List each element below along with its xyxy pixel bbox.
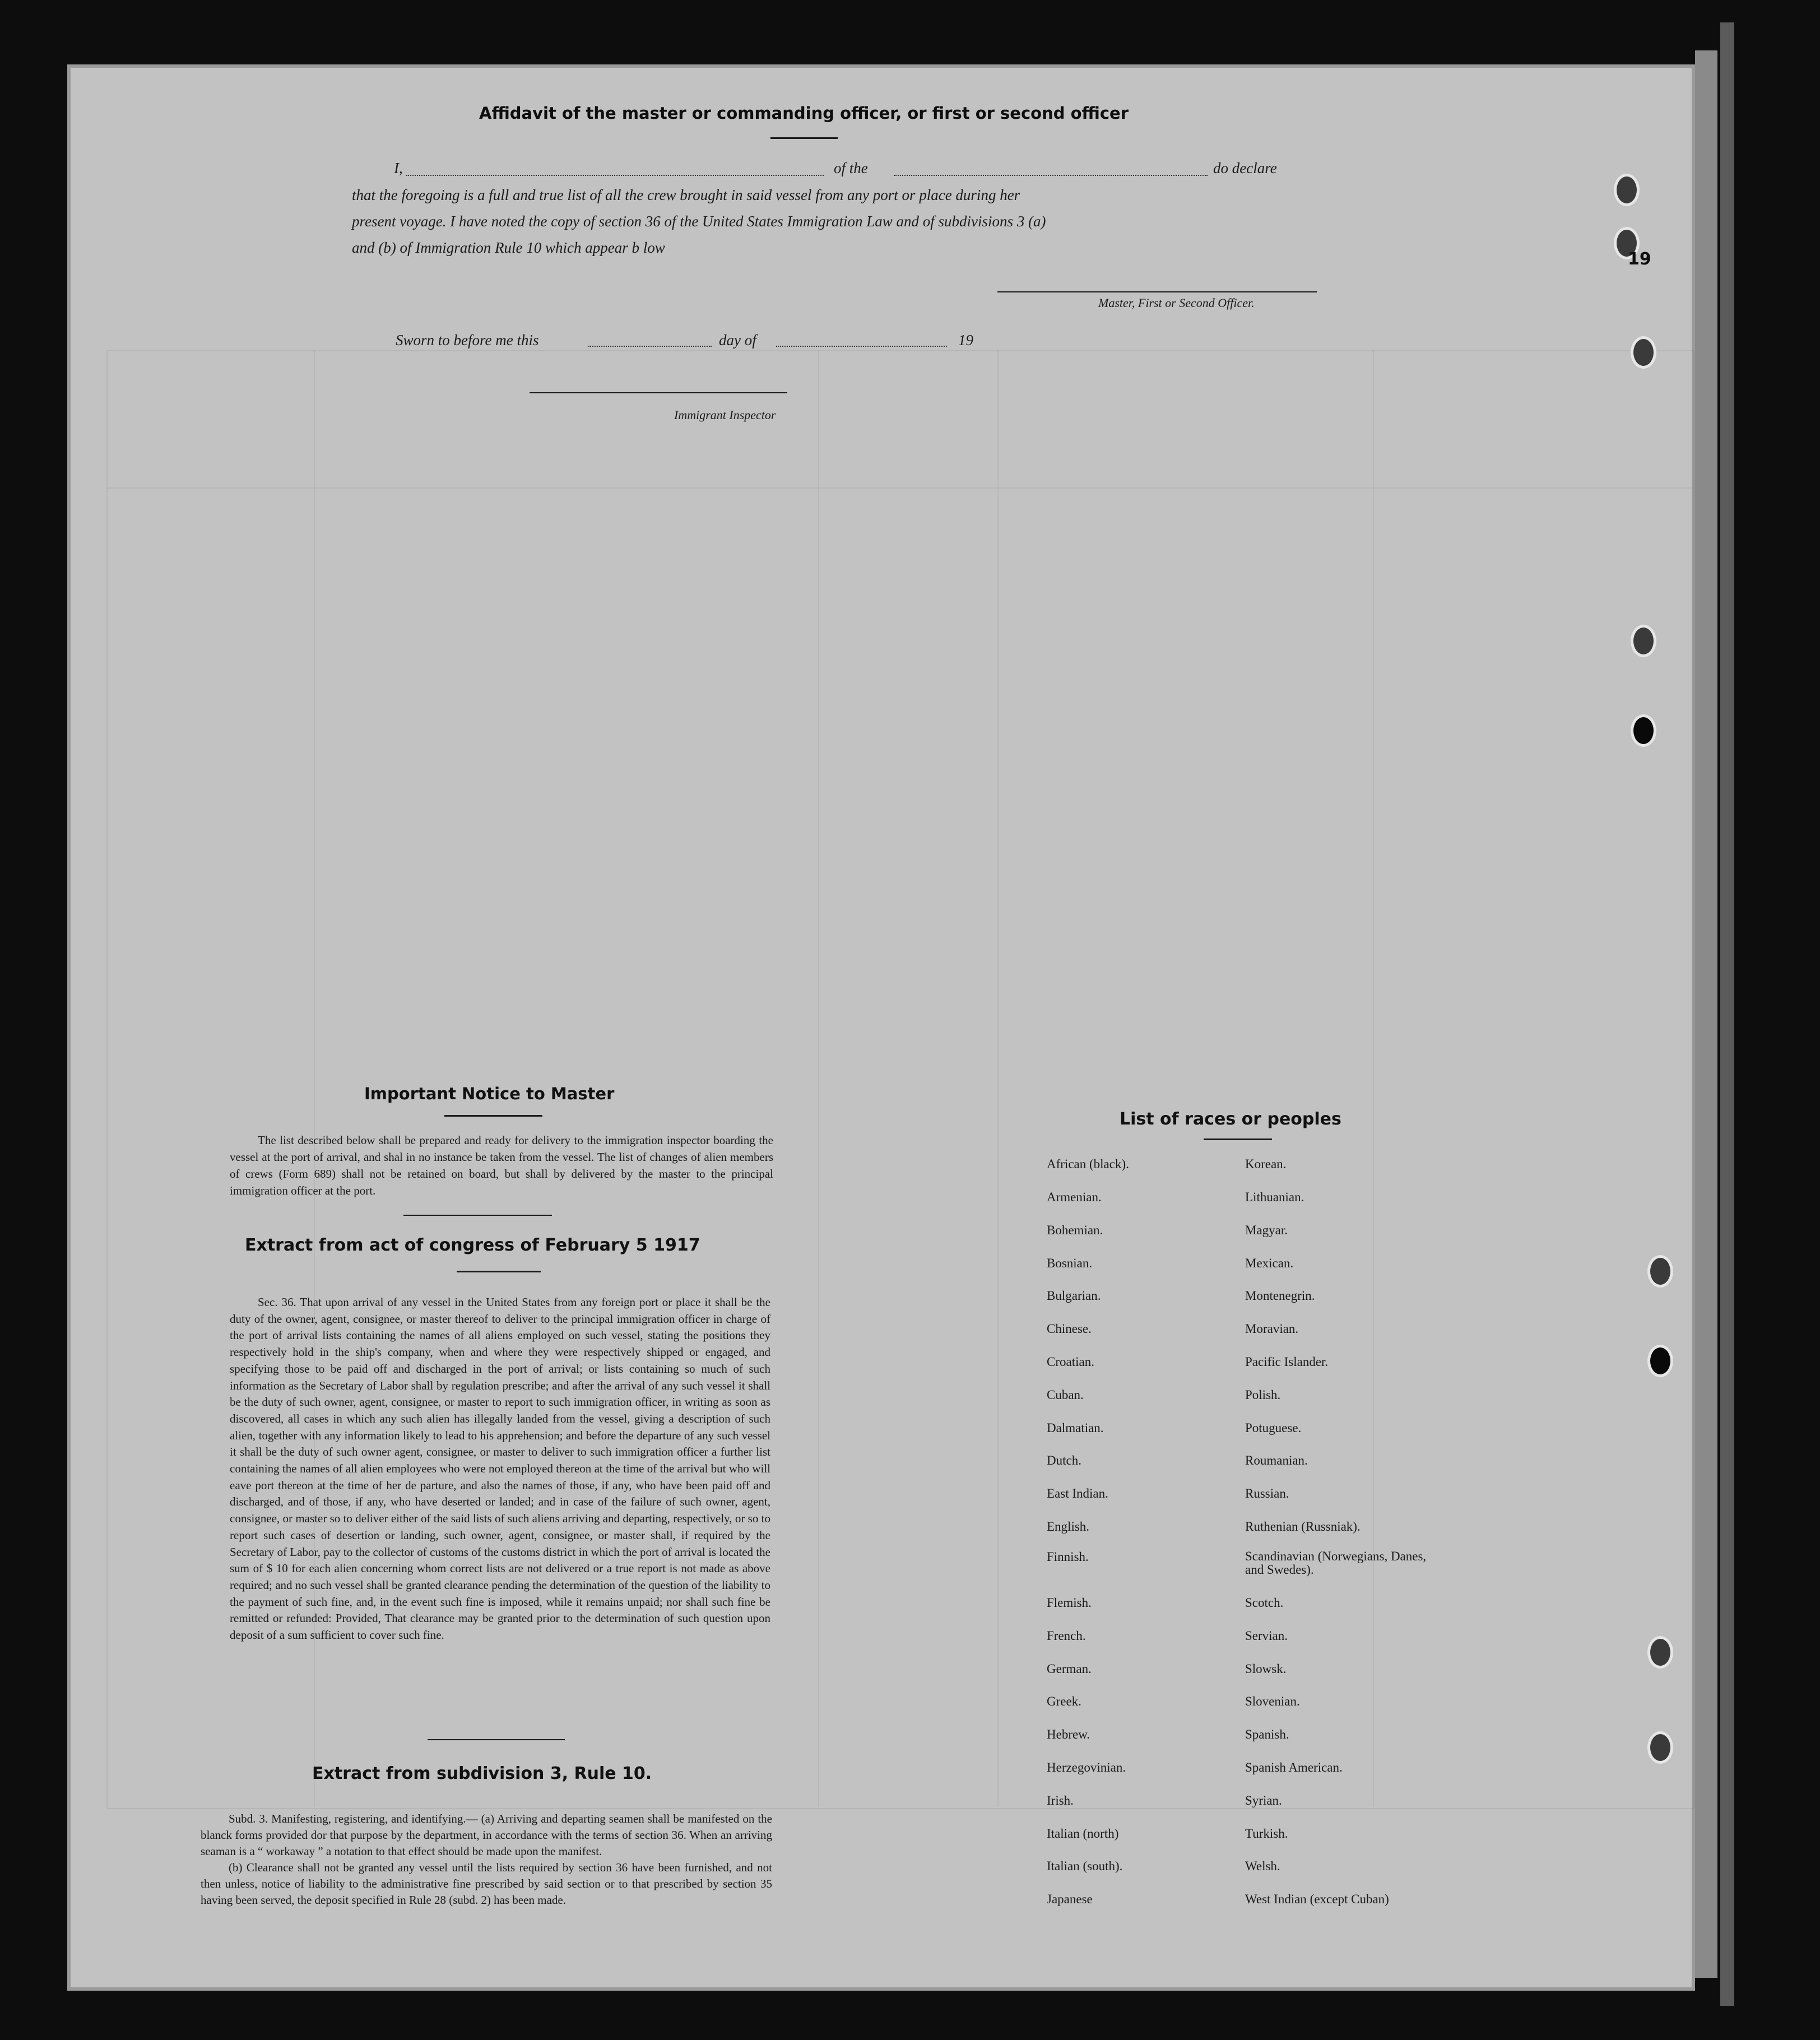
punch-hole xyxy=(1647,1345,1673,1377)
sworn-text: Sworn to before me this xyxy=(396,332,539,348)
race-item: Korean. xyxy=(1245,1157,1287,1171)
affidavit-of-the: of the xyxy=(834,160,868,176)
race-item: Bulgarian. xyxy=(1047,1289,1101,1303)
races-underline xyxy=(1204,1139,1272,1140)
subdivision-3-para-a: Subd. 3. Manifesting, registering, and identifying.— (a) Arriving and departing seamen shall be manifested on the blanck forms provided dor that purpose by the department, in accordance with the terms of section 36. When an arriving seaman is a “ workaway ” a notation to that effect should be made upon the manifest. xyxy=(201,1812,772,1858)
race-item: Italian (south). xyxy=(1047,1859,1123,1873)
punch-hole xyxy=(1631,714,1656,747)
bleed-through-line xyxy=(997,350,999,1807)
race-item: Flemish. xyxy=(1047,1596,1092,1610)
section-36-text: Sec. 36. That upon arrival of any vessel in the United States from any foreign port or place it shall be the duty of the owner, agent, consignee, or master thereof to deliver to the principal immigration officer in charge of the port of arrival lists containing the names of all aliens employed on such vessel, stating the positions they respectively hold in the ship's company, when and where they were respectively shipped or engaged, and specifying those to be paid off and discharged in the port of arrival; or lists containing so much of such information as the Secretary of Labor shall by regulation prescribe; and after the arrival of any such vessel it shall be the duty of such owner, agent, consignee, or master to report to such immigration officer, in writing as soon as discovered, all cases in which any such alien has illegally landed from the vessel, giving a description of such alien, together with any information likely to lead to his apprehension; and before the departure of any such vessel it shall be the duty of such owner agent, consignee, or master to deliver to such immigration officer a further list containing the names of all alien employees who were not employed thereon at the time of the arrival but who will eave port thereon at the time of her de parture, and also the names of those, if any, who have been paid off and discharged, and of those, if any, who have deserted or landed; and in case of the failure of such owner, agent, consignee, or master so to deliver either of the said lists of such aliens arriving and departing, respectively, or so to report such cases of desertion or landing, such owner, agent, consignee, or master shall, if required by the Secretary of Labor, pay to the collector of customs of the customs district in which the port of arrival is located the sum of $ 10 for each alien concerning whom correct lists are not delivered or a true report is not made as above required; and no such vessel shall be granted clearance pending the determination of the question of the liability to the payment of such fine, and, in the event such fine is imposed, while it remains unpaid; nor shall such fine be remitted or refunded: Provided, That clearance may be granted prior to the determination of such question upon deposit of a sum sufficient to cover such fine. xyxy=(230,1295,770,1642)
race-item: Finnish. xyxy=(1047,1550,1089,1564)
inspector-label: Immigrant Inspector xyxy=(674,408,776,422)
race-item: African (black). xyxy=(1047,1157,1129,1171)
race-item: Scotch. xyxy=(1245,1596,1284,1610)
affidavit-line-4: and (b) of Immigration Rule 10 which appear b low xyxy=(352,239,665,256)
extract-rule-title: Extract from subdivision 3, Rule 10. xyxy=(312,1764,652,1783)
race-item: Croatian. xyxy=(1047,1355,1094,1369)
punch-hole xyxy=(1631,336,1656,369)
race-item: Herzegovinian. xyxy=(1047,1760,1126,1774)
extract-act-title: Extract from act of congress of February 5 1917 xyxy=(245,1235,700,1255)
affidavit-line-2: that the foregoing is a full and true list of all the crew brought in said vessel from any port or place during her xyxy=(352,187,1020,203)
race-item: Servian. xyxy=(1245,1629,1288,1643)
race-item: Mexican. xyxy=(1245,1256,1294,1270)
race-item: Slovenian. xyxy=(1245,1694,1300,1708)
race-item: Irish. xyxy=(1047,1793,1074,1807)
race-item: German. xyxy=(1047,1662,1092,1676)
race-item: Bohemian. xyxy=(1047,1223,1103,1237)
race-item: Armenian. xyxy=(1047,1190,1102,1204)
race-item: Lithuanian. xyxy=(1245,1190,1304,1204)
race-item: Montenegrin. xyxy=(1245,1289,1315,1303)
race-item: Ruthenian (Russniak). xyxy=(1245,1519,1361,1534)
bleed-through-line xyxy=(1373,350,1374,1807)
race-item: Slowsk. xyxy=(1245,1662,1287,1676)
vessel-blank[interactable] xyxy=(894,175,1208,176)
punch-hole xyxy=(1647,1636,1673,1669)
notice-underline xyxy=(444,1115,542,1117)
punch-hole xyxy=(1614,174,1640,206)
races-title: List of races or peoples xyxy=(1120,1109,1341,1129)
paper-edge xyxy=(1695,50,1717,1978)
race-item: West Indian (except Cuban) xyxy=(1245,1892,1389,1906)
race-item: Spanish. xyxy=(1245,1727,1289,1741)
subdivision-3-text xyxy=(201,1811,772,1908)
extract-act-underline xyxy=(457,1271,541,1272)
notice-title: Important Notice to Master xyxy=(364,1084,615,1103)
race-item: Spanish American. xyxy=(1245,1760,1343,1774)
year-prefix: 19 xyxy=(958,332,973,348)
inspector-signature-line[interactable] xyxy=(530,392,787,393)
race-item: Italian (north) xyxy=(1047,1827,1119,1841)
race-item: Hebrew. xyxy=(1047,1727,1090,1741)
race-item: Dutch. xyxy=(1047,1453,1081,1467)
race-item: Magyar. xyxy=(1245,1223,1288,1237)
name-blank[interactable] xyxy=(406,175,824,176)
separator xyxy=(428,1739,565,1740)
race-item: Scandinavian (Norwegians, Danes, and Swedes). xyxy=(1245,1549,1427,1577)
race-item: Moravian. xyxy=(1245,1322,1299,1336)
separator xyxy=(403,1215,552,1216)
race-item: East Indian. xyxy=(1047,1486,1108,1500)
race-item: Greek. xyxy=(1047,1694,1081,1708)
race-item: Turkish. xyxy=(1245,1827,1288,1841)
race-item: Russian. xyxy=(1245,1486,1289,1500)
race-item: Welsh. xyxy=(1245,1859,1280,1873)
paper-stack-edge xyxy=(1720,22,1734,2006)
sheet-number-mark: 19 xyxy=(1628,249,1651,269)
punch-hole xyxy=(1631,625,1656,657)
affidavit-title: Affidavit of the master or commanding officer, or first or second officer xyxy=(479,104,1129,123)
race-item: Polish. xyxy=(1245,1388,1281,1402)
notice-body: The list described below shall be prepared and ready for delivery to the immigration inspector boarding the vessel at the port of arrival, and shal in no instance be taken from the vessel. The list of changes of alien members of crews (Form 689) shall not be retained on board, but shall by delivered by the master to the principal immigration officer at the port. xyxy=(230,1133,773,1197)
race-item: English. xyxy=(1047,1519,1090,1534)
race-item: Japanese xyxy=(1047,1892,1093,1906)
race-item: Cuban. xyxy=(1047,1388,1084,1402)
day-blank[interactable] xyxy=(588,346,712,347)
affidavit-i: I, xyxy=(394,160,403,176)
signature-line[interactable] xyxy=(997,291,1317,292)
month-blank[interactable] xyxy=(776,346,947,347)
title-underline xyxy=(770,137,838,139)
affidavit-line-3: present voyage. I have noted the copy of section 36 of the United States Immigration Law and of subdivisions 3 (a) xyxy=(352,213,1046,230)
race-item: Chinese. xyxy=(1047,1322,1092,1336)
race-item: Dalmatian. xyxy=(1047,1421,1104,1435)
punch-hole xyxy=(1647,1731,1673,1764)
race-item: Syrian. xyxy=(1245,1793,1282,1807)
race-item: French. xyxy=(1047,1629,1086,1643)
race-item: Potuguese. xyxy=(1245,1421,1302,1435)
subdivision-3-para-b: (b) Clearance shall not be granted any vessel until the lists required by section 36 have been furnished, and not then unless, notice of liability to the administrative fine prescribed by said section or to that prescribed by section 35 having been served, the deposit specified in Rule 28 (subd. 2) has been made. xyxy=(201,1861,772,1907)
signature-label: Master, First or Second Officer. xyxy=(1098,296,1255,310)
day-of-text: day of xyxy=(719,332,756,348)
punch-hole xyxy=(1647,1255,1673,1288)
bleed-through-line xyxy=(818,350,819,1807)
affidavit-declare: do declare xyxy=(1213,160,1277,176)
bleed-through-line xyxy=(106,487,1692,489)
race-item: Pacific Islander. xyxy=(1245,1355,1329,1369)
race-item: Roumanian. xyxy=(1245,1453,1308,1467)
race-item: Bosnian. xyxy=(1047,1256,1093,1270)
